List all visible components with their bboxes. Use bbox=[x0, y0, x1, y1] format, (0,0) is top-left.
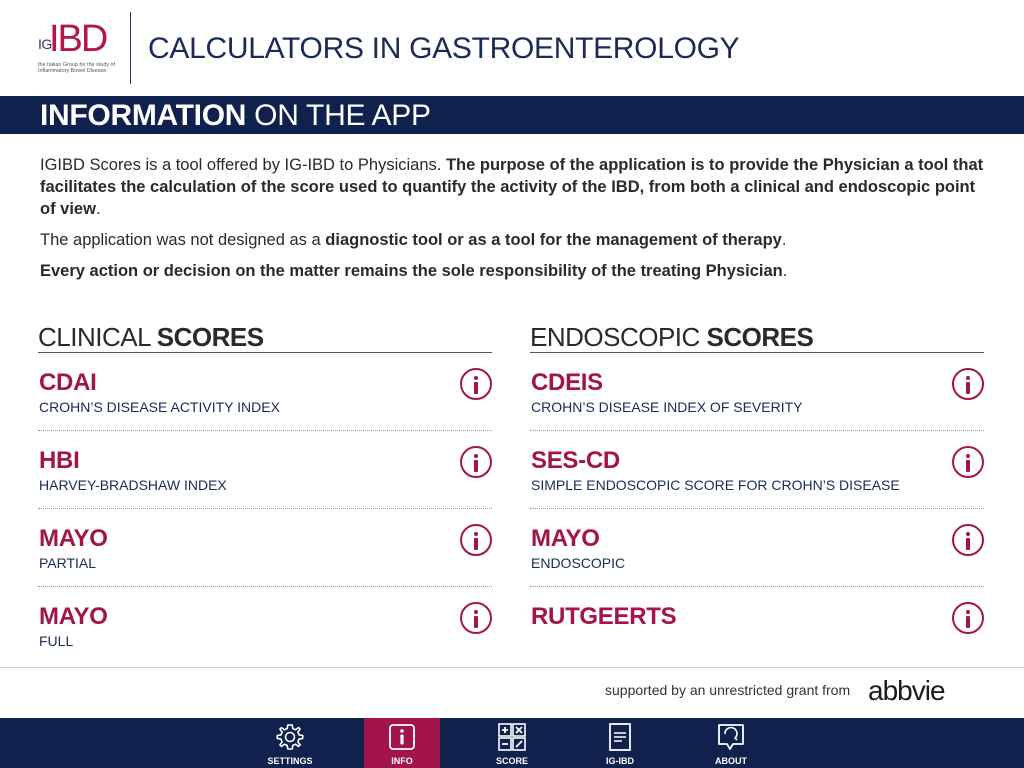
endoscopic-scores-section bbox=[530, 322, 984, 665]
info-icon bbox=[387, 722, 417, 752]
score-item-ses-cd[interactable] bbox=[530, 431, 984, 509]
section-bar bbox=[0, 96, 1024, 134]
tab-settings[interactable] bbox=[252, 718, 328, 768]
score-description: FULL bbox=[39, 633, 74, 649]
app-title: CALCULATORS IN GASTROENTEROLOGY bbox=[148, 32, 740, 65]
score-item-mayo-partial[interactable] bbox=[38, 509, 492, 587]
score-name: HBI bbox=[39, 447, 80, 474]
document-icon bbox=[605, 722, 635, 752]
score-item-mayo-full[interactable] bbox=[38, 587, 492, 665]
header-divider bbox=[130, 12, 131, 84]
app-header bbox=[0, 0, 1024, 96]
chat-bubble-icon bbox=[716, 722, 746, 752]
calculator-icon bbox=[497, 722, 527, 752]
endoscopic-scores-title: ENDOSCOPIC SCORES bbox=[530, 322, 984, 353]
intro-text bbox=[40, 154, 990, 291]
score-name: MAYO bbox=[39, 603, 108, 630]
igibd-logo: IG IBD the Italian Group for the study of Inflammatory Bowel Disease bbox=[38, 18, 116, 74]
clinical-scores-section bbox=[38, 322, 492, 665]
info-icon[interactable] bbox=[952, 446, 984, 478]
tab-label: SCORE bbox=[495, 756, 528, 766]
score-item-rutgeerts[interactable] bbox=[530, 587, 984, 665]
tab-ig-ibd[interactable] bbox=[582, 718, 658, 768]
info-icon[interactable] bbox=[952, 524, 984, 556]
info-icon[interactable] bbox=[460, 446, 492, 478]
intro-paragraph-1: IGIBD Scores is a tool offered by IG-IBD to Physicians. The purpose of the application is to provide the Physician a tool that facilitates the calculation of the score used to quantify the activity of the IBD, from both a clinical and endoscopic point of view. bbox=[40, 156, 984, 218]
score-item-cdai[interactable] bbox=[38, 353, 492, 431]
tab-info[interactable] bbox=[364, 718, 440, 768]
page-title: INFORMATION ON THE APP bbox=[40, 99, 431, 132]
score-description: CROHN’S DISEASE INDEX OF SEVERITY bbox=[531, 399, 803, 415]
gear-icon bbox=[275, 722, 305, 752]
info-icon[interactable] bbox=[460, 602, 492, 634]
tab-label: IG-IBD bbox=[606, 756, 634, 766]
intro-paragraph-3: Every action or decision on the matter remains the sole responsibility of the treating Physician. bbox=[40, 262, 788, 280]
abbvie-logo: abbvie bbox=[868, 675, 945, 706]
score-name: CDEIS bbox=[531, 369, 603, 396]
score-description: HARVEY-BRADSHAW INDEX bbox=[39, 477, 227, 493]
score-description: CROHN’S DISEASE ACTIVITY INDEX bbox=[39, 399, 280, 415]
score-name: RUTGEERTS bbox=[531, 603, 677, 630]
info-icon[interactable] bbox=[460, 524, 492, 556]
tab-label: SETTINGS bbox=[267, 756, 313, 766]
score-description: PARTIAL bbox=[39, 555, 97, 571]
score-name: SES-CD bbox=[531, 447, 620, 474]
score-name: MAYO bbox=[531, 525, 600, 552]
score-description: ENDOSCOPIC bbox=[531, 555, 626, 571]
score-name: CDAI bbox=[39, 369, 97, 396]
clinical-scores-title: CLINICAL SCORES bbox=[38, 322, 492, 353]
info-icon[interactable] bbox=[952, 602, 984, 634]
grant-text: supported by an unrestricted grant from bbox=[605, 682, 851, 698]
score-item-hbi[interactable] bbox=[38, 431, 492, 509]
footer-divider bbox=[0, 667, 1024, 668]
info-icon[interactable] bbox=[460, 368, 492, 400]
tab-bar bbox=[0, 718, 1024, 768]
tab-label: INFO bbox=[391, 756, 413, 766]
tab-score[interactable] bbox=[474, 718, 550, 768]
score-description: SIMPLE ENDOSCOPIC SCORE FOR CROHN’S DISEASE bbox=[531, 477, 900, 493]
info-icon[interactable] bbox=[952, 368, 984, 400]
score-name: MAYO bbox=[39, 525, 108, 552]
tab-label: ABOUT bbox=[715, 756, 747, 766]
intro-paragraph-2: The application was not designed as a diagnostic tool or as a tool for the management of therapy. bbox=[40, 231, 787, 249]
tab-about[interactable] bbox=[693, 718, 769, 768]
score-item-cdeis[interactable] bbox=[530, 353, 984, 431]
score-item-mayo-endoscopic[interactable] bbox=[530, 509, 984, 587]
